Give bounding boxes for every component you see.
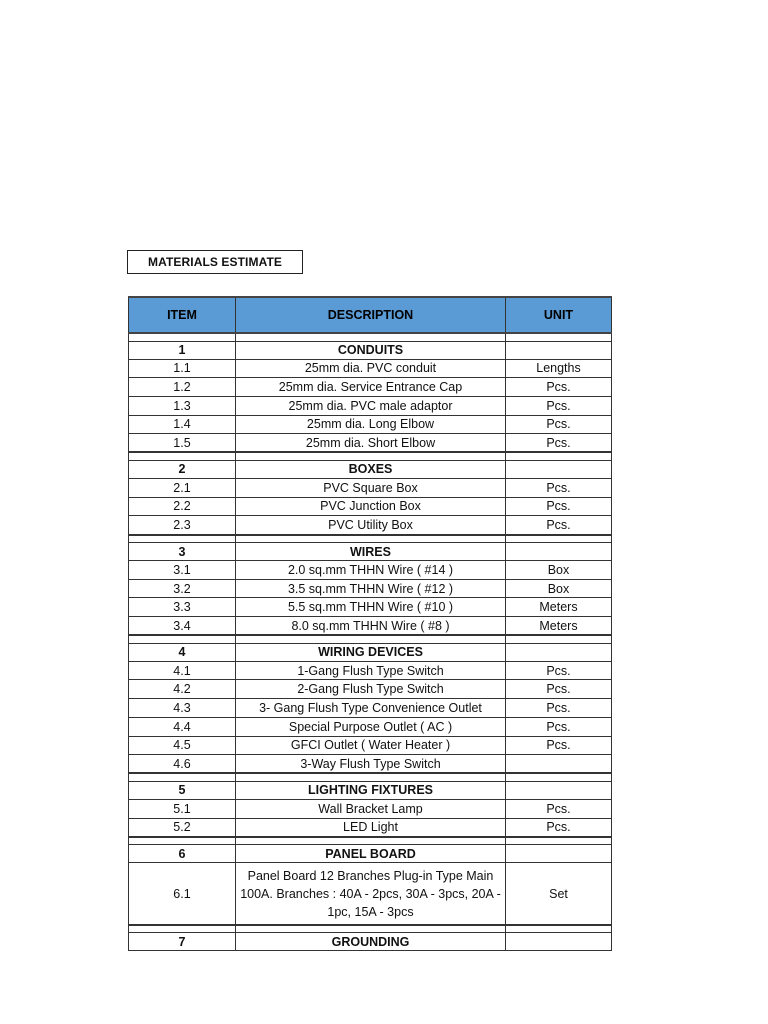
- spacer-row: [129, 535, 612, 543]
- spacer-cell: [506, 635, 612, 643]
- section-name: GROUNDING: [236, 933, 506, 951]
- section-name: LIGHTING FIXTURES: [236, 781, 506, 799]
- spacer-cell: [129, 635, 236, 643]
- spacer-row: [129, 452, 612, 460]
- materials-table-container: [128, 296, 611, 951]
- item-unit: Pcs.: [506, 717, 612, 736]
- section-number: 6: [129, 845, 236, 863]
- item-unit: Box: [506, 579, 612, 598]
- item-unit: Pcs.: [506, 680, 612, 699]
- item-description: 3-Way Flush Type Switch: [236, 755, 506, 774]
- item-unit: Lengths: [506, 359, 612, 378]
- spacer-cell: [236, 452, 506, 460]
- spacer-cell: [236, 925, 506, 933]
- section-number: 4: [129, 643, 236, 661]
- item-unit: Pcs.: [506, 736, 612, 755]
- spacer-cell: [129, 925, 236, 933]
- item-unit: Pcs.: [506, 799, 612, 818]
- section-name: BOXES: [236, 460, 506, 478]
- section-unit-empty: [506, 933, 612, 951]
- item-number: 4.2: [129, 680, 236, 699]
- table-row: [129, 415, 612, 434]
- spacer-cell: [236, 333, 506, 341]
- item-unit: Pcs.: [506, 378, 612, 397]
- item-description: 3- Gang Flush Type Convenience Outlet: [236, 699, 506, 718]
- spacer-cell: [506, 837, 612, 845]
- table-row: [129, 378, 612, 397]
- item-unit: Pcs.: [506, 415, 612, 434]
- column-header-description: DESCRIPTION: [236, 297, 506, 333]
- item-description: 2-Gang Flush Type Switch: [236, 680, 506, 699]
- table-row: [129, 579, 612, 598]
- item-description: 25mm dia. Short Elbow: [236, 434, 506, 453]
- section-name: WIRING DEVICES: [236, 643, 506, 661]
- item-description: GFCI Outlet ( Water Heater ): [236, 736, 506, 755]
- spacer-cell: [236, 635, 506, 643]
- section-header-row: [129, 543, 612, 561]
- section-unit-empty: [506, 341, 612, 359]
- item-number: 1.2: [129, 378, 236, 397]
- item-number: 1.4: [129, 415, 236, 434]
- spacer-row: [129, 773, 612, 781]
- table-row: [129, 598, 612, 617]
- section-name: PANEL BOARD: [236, 845, 506, 863]
- table-row: [129, 717, 612, 736]
- item-description: 1-Gang Flush Type Switch: [236, 661, 506, 680]
- section-header-row: [129, 643, 612, 661]
- item-description: 2.0 sq.mm THHN Wire ( #14 ): [236, 561, 506, 580]
- item-number: 4.1: [129, 661, 236, 680]
- spacer-cell: [506, 333, 612, 341]
- spacer-cell: [506, 452, 612, 460]
- section-header-row: [129, 460, 612, 478]
- item-description: 25mm dia. Service Entrance Cap: [236, 378, 506, 397]
- item-number: 2.2: [129, 497, 236, 516]
- section-number: 3: [129, 543, 236, 561]
- item-description: Special Purpose Outlet ( AC ): [236, 717, 506, 736]
- section-name: WIRES: [236, 543, 506, 561]
- item-number: 4.4: [129, 717, 236, 736]
- spacer-cell: [236, 837, 506, 845]
- item-number: 4.3: [129, 699, 236, 718]
- section-header-row: [129, 781, 612, 799]
- item-number: 1.1: [129, 359, 236, 378]
- document-title: MATERIALS ESTIMATE: [127, 250, 303, 274]
- section-header-row: [129, 933, 612, 951]
- table-header-row: [129, 297, 612, 333]
- section-header-row: [129, 845, 612, 863]
- section-number: 2: [129, 460, 236, 478]
- item-number: 3.2: [129, 579, 236, 598]
- item-description: Panel Board 12 Branches Plug-in Type Main 100A. Branches : 40A - 2pcs, 30A - 3pcs, 20A - 1pc, 15A - 3pcs: [236, 863, 506, 925]
- table-row: [129, 863, 612, 925]
- column-header-item: ITEM: [129, 297, 236, 333]
- spacer-cell: [129, 333, 236, 341]
- table-row: [129, 699, 612, 718]
- table-row: [129, 434, 612, 453]
- spacer-cell: [236, 773, 506, 781]
- spacer-cell: [506, 535, 612, 543]
- item-description: LED Light: [236, 818, 506, 837]
- item-number: 4.6: [129, 755, 236, 774]
- item-description: PVC Junction Box: [236, 497, 506, 516]
- section-header-row: [129, 341, 612, 359]
- item-number: 6.1: [129, 863, 236, 925]
- item-description: 25mm dia. Long Elbow: [236, 415, 506, 434]
- table-row: [129, 680, 612, 699]
- section-name: CONDUITS: [236, 341, 506, 359]
- section-unit-empty: [506, 460, 612, 478]
- item-number: 3.4: [129, 617, 236, 636]
- item-description: Wall Bracket Lamp: [236, 799, 506, 818]
- item-unit: Set: [506, 863, 612, 925]
- table-row: [129, 497, 612, 516]
- item-unit: Pcs.: [506, 818, 612, 837]
- item-number: 2.3: [129, 516, 236, 535]
- spacer-row: [129, 837, 612, 845]
- materials-table: [128, 296, 612, 951]
- item-unit: Pcs.: [506, 497, 612, 516]
- item-unit: Pcs.: [506, 434, 612, 453]
- table-row: [129, 799, 612, 818]
- spacer-cell: [236, 535, 506, 543]
- item-number: 1.5: [129, 434, 236, 453]
- section-number: 1: [129, 341, 236, 359]
- item-description: 3.5 sq.mm THHN Wire ( #12 ): [236, 579, 506, 598]
- item-unit: Box: [506, 561, 612, 580]
- item-unit: Pcs.: [506, 699, 612, 718]
- item-number: 5.2: [129, 818, 236, 837]
- table-row: [129, 661, 612, 680]
- item-number: 1.3: [129, 396, 236, 415]
- table-row: [129, 516, 612, 535]
- item-number: 3.1: [129, 561, 236, 580]
- item-number: 4.5: [129, 736, 236, 755]
- table-row: [129, 818, 612, 837]
- table-body: [129, 333, 612, 951]
- table-row: [129, 359, 612, 378]
- spacer-cell: [129, 837, 236, 845]
- spacer-cell: [129, 773, 236, 781]
- item-unit: Meters: [506, 598, 612, 617]
- table-row: [129, 755, 612, 774]
- item-unit: Pcs.: [506, 478, 612, 497]
- spacer-row: [129, 925, 612, 933]
- item-unit: [506, 755, 612, 774]
- item-number: 2.1: [129, 478, 236, 497]
- item-description: 8.0 sq.mm THHN Wire ( #8 ): [236, 617, 506, 636]
- table-row: [129, 617, 612, 636]
- item-description: PVC Square Box: [236, 478, 506, 497]
- item-unit: Pcs.: [506, 396, 612, 415]
- column-header-unit: UNIT: [506, 297, 612, 333]
- spacer-row: [129, 635, 612, 643]
- table-row: [129, 478, 612, 497]
- table-row: [129, 736, 612, 755]
- section-unit-empty: [506, 643, 612, 661]
- table-row: [129, 396, 612, 415]
- item-number: 5.1: [129, 799, 236, 818]
- section-unit-empty: [506, 543, 612, 561]
- item-unit: Meters: [506, 617, 612, 636]
- section-number: 5: [129, 781, 236, 799]
- section-unit-empty: [506, 845, 612, 863]
- section-number: 7: [129, 933, 236, 951]
- item-description: PVC Utility Box: [236, 516, 506, 535]
- table-row: [129, 561, 612, 580]
- spacer-cell: [129, 452, 236, 460]
- item-description: 25mm dia. PVC conduit: [236, 359, 506, 378]
- spacer-cell: [506, 773, 612, 781]
- item-unit: Pcs.: [506, 516, 612, 535]
- section-unit-empty: [506, 781, 612, 799]
- spacer-row: [129, 333, 612, 341]
- item-number: 3.3: [129, 598, 236, 617]
- item-description: 25mm dia. PVC male adaptor: [236, 396, 506, 415]
- item-unit: Pcs.: [506, 661, 612, 680]
- spacer-cell: [506, 925, 612, 933]
- item-description: 5.5 sq.mm THHN Wire ( #10 ): [236, 598, 506, 617]
- spacer-cell: [129, 535, 236, 543]
